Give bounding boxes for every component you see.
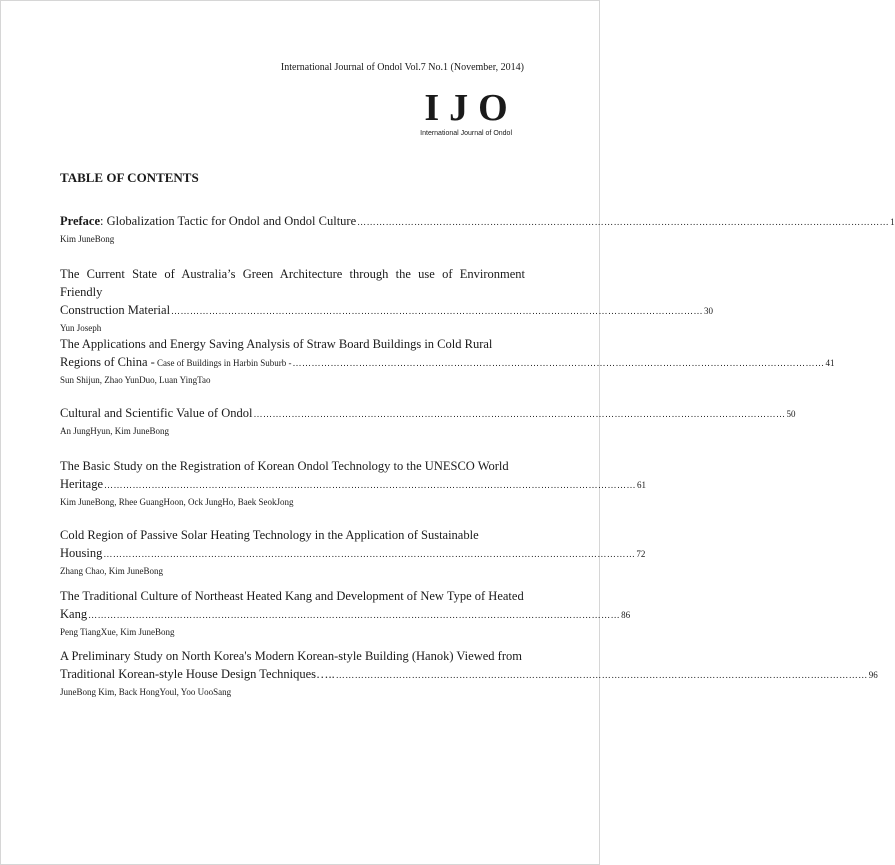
dot-leader: …………………………………………………………………………………………………………………………………………………… [357,217,890,227]
entry-authors: Yun Joseph [60,323,102,333]
entry-authors: An JungHyun, Kim JuneBong [60,426,170,436]
toc-entry-unesco[interactable] [60,457,647,508]
entry-title-last-line: Cultural and Scientific Value of Ondol [60,406,253,420]
dot-leader: …………………………………………………………………………………………………………………………………………………… [335,670,868,680]
dot-leader: …………………………………………………………………………………………………………………………………………………… [253,409,786,419]
entry-title[interactable] [60,212,895,231]
entry-subtitle: Case of Buildings in Harbin Suburb - [154,358,292,368]
entry-title-text: : Globalization Tactic for Ondol and Ondol Culture [100,214,357,228]
page-number: 1 [890,217,895,227]
journal-logo [420,87,518,137]
toc-entry-australia[interactable] [60,265,714,334]
toc-entry-cultural-value[interactable] [60,404,796,437]
entry-title[interactable] [60,526,646,563]
entry-title[interactable] [60,265,714,320]
page-number: 50 [786,409,796,419]
entry-title-line: The Traditional Culture of Northeast Heated Kang and Development of New Type of Heated [60,589,524,603]
toc-entry-hanok[interactable] [60,647,878,698]
entry-authors: Zhang Chao, Kim JuneBong [60,566,163,576]
toc-heading: TABLE OF CONTENTS [60,170,199,185]
entry-title-line: A Preliminary Study on North Korea's Modern Korean-style Building (Hanok) Viewed from [60,649,522,663]
page-number: 41 [825,358,835,368]
entry-title-last-line: Housing [60,546,103,560]
entry-title[interactable] [60,404,796,423]
page-number: 30 [704,306,714,316]
toc-entry-preface[interactable] [60,212,895,245]
dot-leader: …………………………………………………………………………………………………………………………………………………… [103,549,636,559]
page-number: 86 [621,610,631,620]
entry-title-line: The Applications and Energy Saving Analysis of Straw Board Buildings in Cold Rural [60,337,493,351]
entry-title[interactable] [60,457,647,494]
entry-title-line: The Current State of Australia’s Green Architecture through the use of Environment Friendly [60,267,525,299]
entry-authors: JuneBong Kim, Back HongYoul, Yoo UooSang [60,687,232,697]
logo-subtitle: International Journal of Ondol [420,130,512,137]
preface-label: Preface [60,214,101,228]
dot-leader: …………………………………………………………………………………………………………………………………………………… [292,358,825,368]
entry-title[interactable] [60,647,878,684]
entry-title[interactable] [60,335,835,372]
entry-title-last-line: Kang [60,607,88,621]
dot-leader: …………………………………………………………………………………………………………………………………………………… [104,480,637,490]
dot-leader: …………………………………………………………………………………………………………………………………………………… [88,610,621,620]
page-number: 61 [637,480,647,490]
journal-header: International Journal of Ondol Vol.7 No.1 (November, 2014) [280,62,524,73]
entry-title[interactable] [60,587,631,624]
entry-title-last-line: Heritage [60,477,104,491]
page-number: 96 [868,670,878,680]
logo-title: IJO [424,87,518,129]
entry-authors: Sun Shijun, Zhao YunDuo, Luan YingTao [60,375,211,385]
dot-leader: …………………………………………………………………………………………………………………………………………………… [171,306,704,316]
entry-title-line: Cold Region of Passive Solar Heating Technology in the Application of Sustainable [60,528,479,542]
toc-entry-heated-kang[interactable] [60,587,631,638]
entry-title-last-line: Construction Material [60,303,171,317]
entry-title-line: The Basic Study on the Registration of Korean Ondol Technology to the UNESCO World [60,459,509,473]
toc-entry-solar-heating[interactable] [60,526,646,577]
page-number: 72 [636,549,646,559]
entry-title-last-line: Regions of China - [60,355,155,369]
entry-authors: Peng TiangXue, Kim JuneBong [60,627,175,637]
entry-authors: Kim JuneBong [60,234,115,244]
toc-entry-straw-board[interactable] [60,335,835,386]
entry-title-last-line: Traditional Korean-style House Design Techniques….. [60,667,335,681]
entry-authors: Kim JuneBong, Rhee GuangHoon, Ock JungHo, Baek SeokJong [60,497,294,507]
